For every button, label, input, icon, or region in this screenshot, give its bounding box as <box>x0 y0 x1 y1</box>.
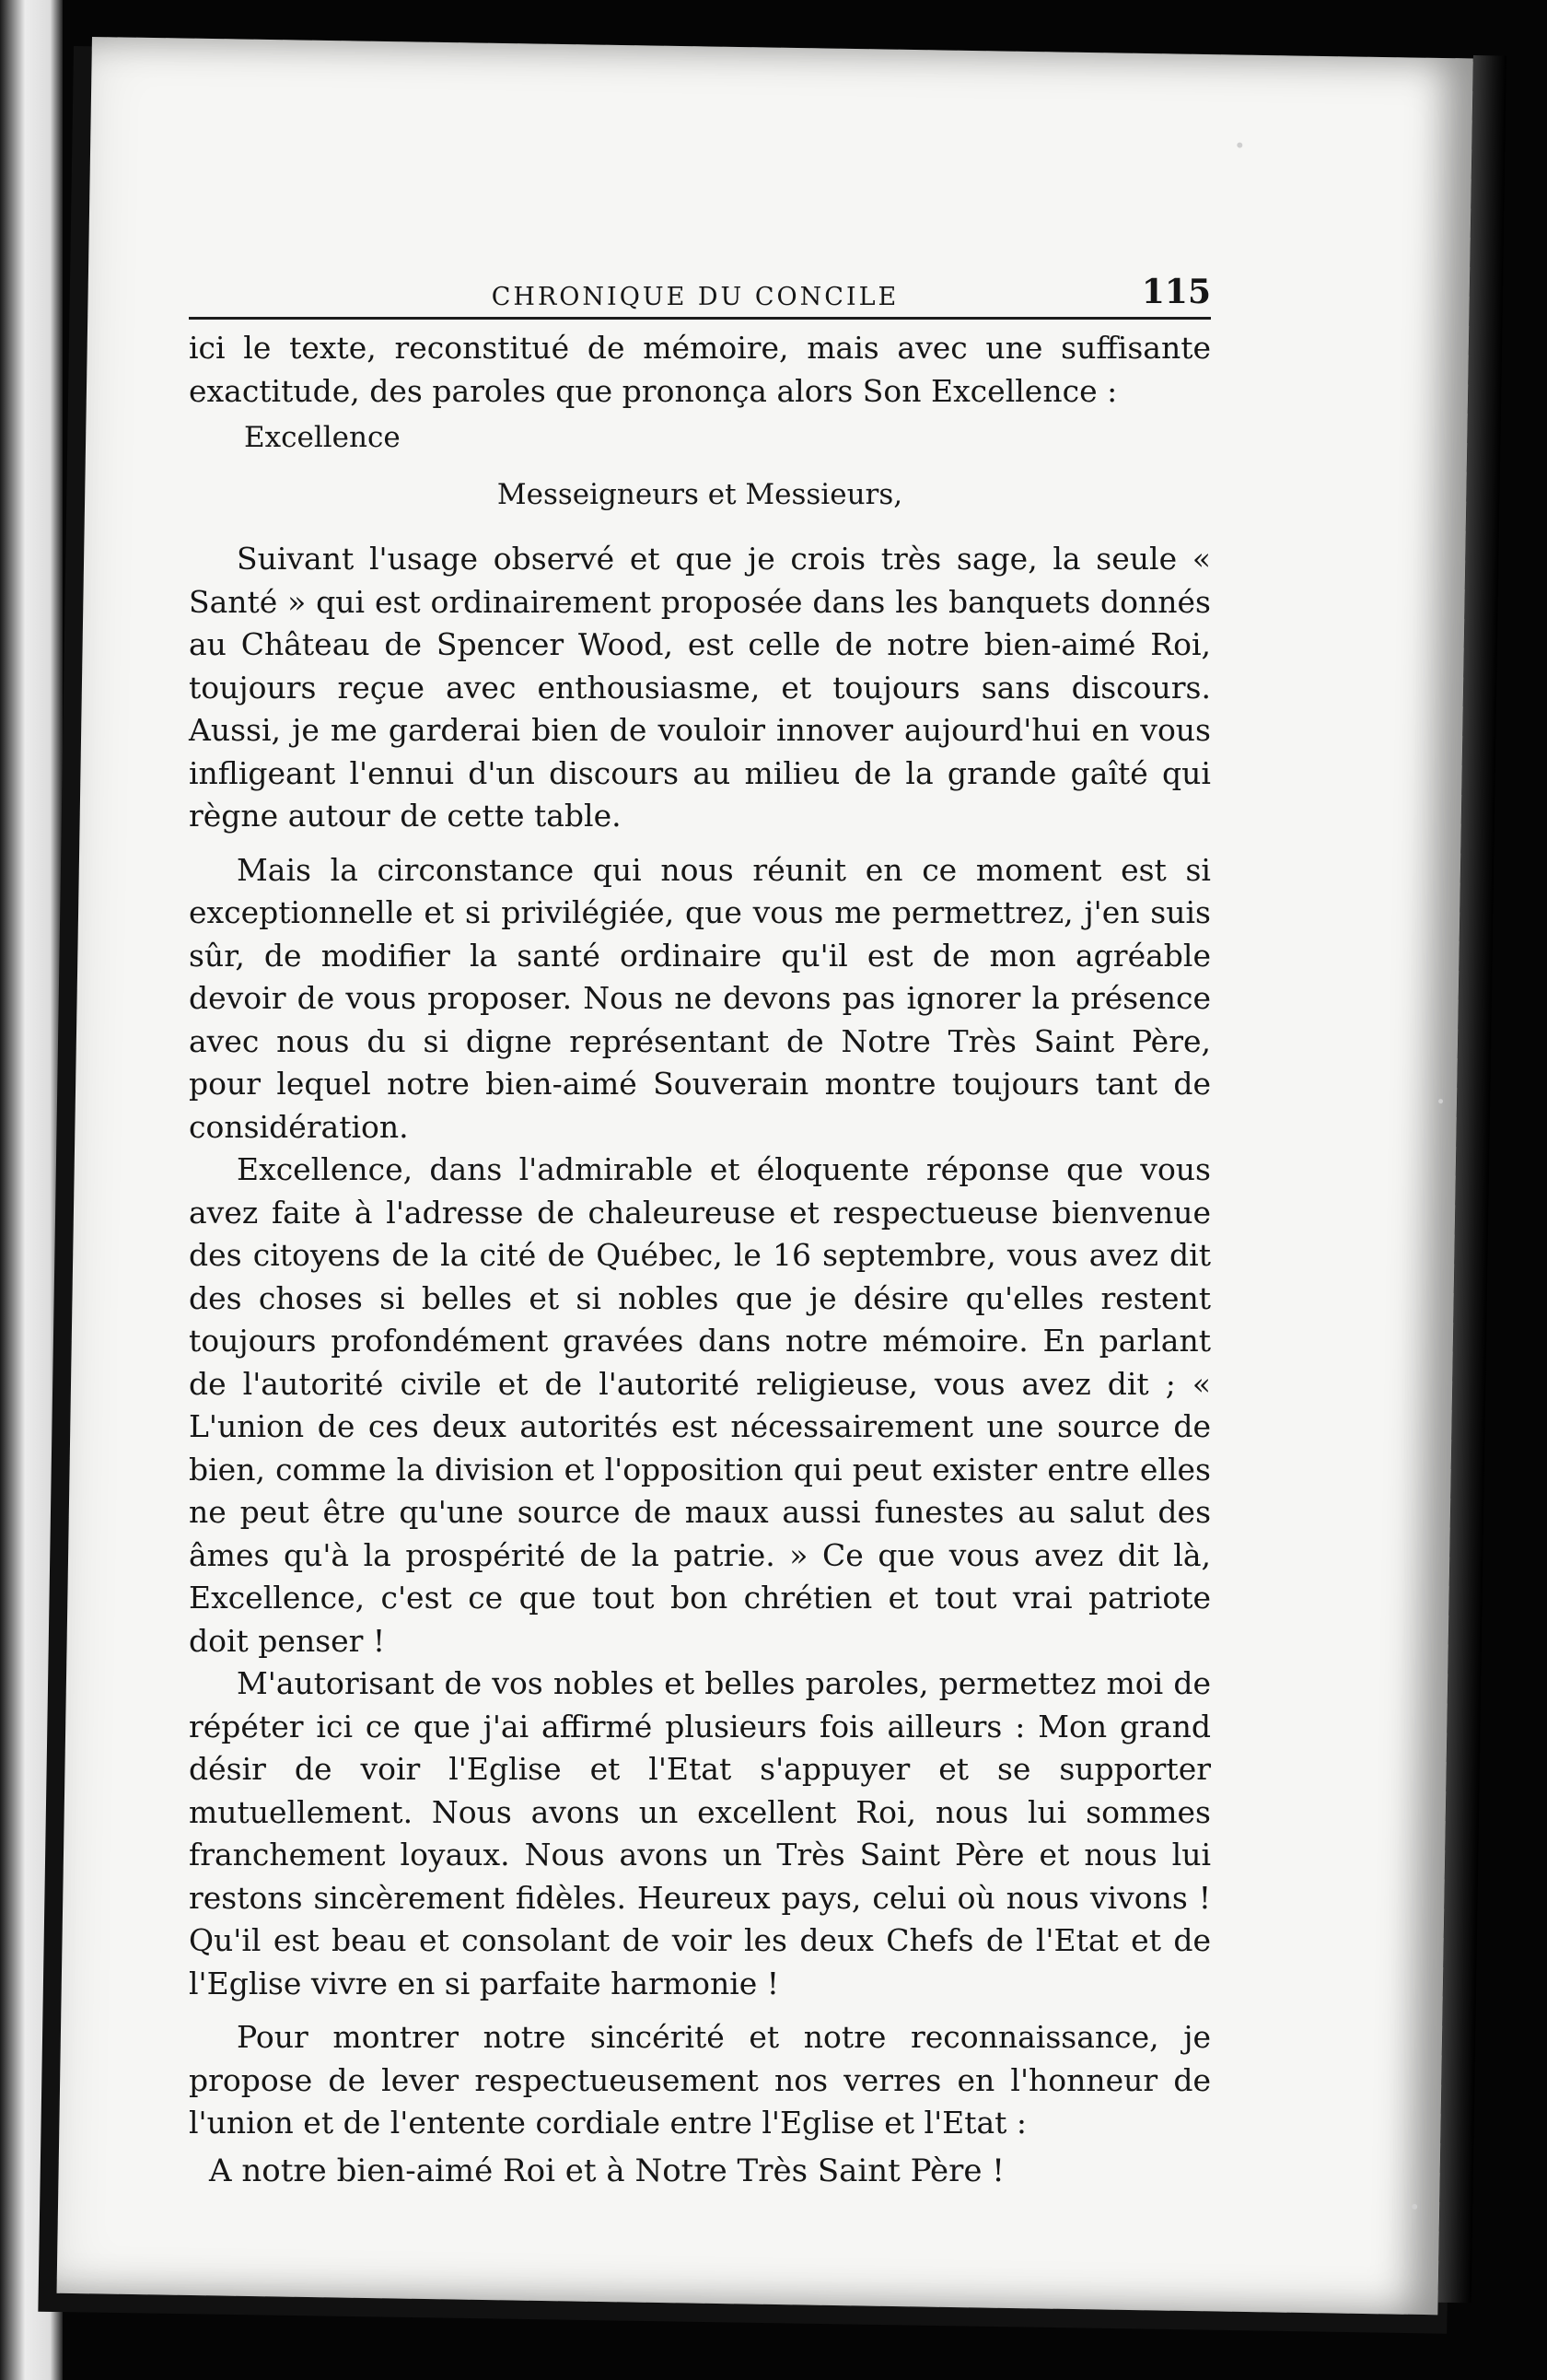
paragraph-4: M'autorisant de vos nobles et belles paroles, permettez moi de répéter ici ce que j'ai affirmé plusieurs fois ailleurs : Mon grand désir de voir l'Eglise et l'Etat s'appuyer et se supporter mutuellement. Nous avons un excellent Roi, nous lui sommes franchement loyaux. Nous avons un Très Saint Père et nous lui restons sincèrement fidèles. Heureux pays, celui où nous vivons ! Qu'il est beau et consolant de voir les deux Chefs de l'Etat et de l'Eglise vivre en si parfaite harmonie ! <box>189 1665 1211 2001</box>
paragraph-1: Suivant l'usage observé et que je crois très sage, la seule « Santé » qui est ordinairement proposée dans les banquets donnés au Château de Spencer Wood, est celle de notre bien-aimé Roi, toujours reçue avec enthousiasme, et toujours sans discours. Aussi, je me garderai bien de vouloir innover aujourd'hui en vous infligeant l'ennui d'un discours au milieu de la grande gaîté qui règne autour de cette table. <box>189 541 1211 834</box>
paragraph-5: Pour montrer notre sincérité et notre reconnaissance, je propose de lever respectueusement nos verres en l'honneur de l'union et de l'entente cordiale entre l'Eglise et l'Etat : <box>189 2019 1211 2141</box>
closing-toast: A notre bien-aimé Roi et à Notre Très Saint Père ! <box>209 2152 1005 2189</box>
page-number: 115 <box>1141 273 1211 311</box>
salutation-excellence: Excellence <box>244 421 401 454</box>
salutation-messeigneurs: Messeigneurs et Messieurs, <box>496 478 903 511</box>
paragraph-2: Mais la circonstance qui nous réunit en ce moment est si exceptionnelle et si privilégiée, que vous me permettrez, j'en suis sûr, de modifier la santé ordinaire qu'il est de mon agréable devoir de vous proposer. Nous ne devons pas ignorer la présence avec nous du si digne représentant de Notre Très Saint Père, pour lequel notre bien-aimé Souverain montre toujours tant de considération. <box>189 851 1211 1145</box>
intro-paragraph: ici le texte, reconstitué de mémoire, mais avec une suffisante exactitude, des paroles que prononça alors Son Excellence : <box>189 330 1211 409</box>
header-rule <box>189 317 1211 320</box>
page-specks <box>92 37 1473 59</box>
page-text-block <box>189 267 1211 2193</box>
running-head <box>189 267 1211 311</box>
running-title: CHRONIQUE DU CONCILE <box>491 283 900 311</box>
paragraph-3: Excellence, dans l'admirable et éloquente réponse que vous avez faite à l'adresse de chaleureuse et respectueuse bienvenue des citoyens de la cité de Québec, le 16 septembre, vous avez dit des choses si belles et si nobles que je désire qu'elles restent toujours profondément gravées dans notre mémoire. En parlant de l'autorité civile et de l'autorité religieuse, vous avez dit ; « L'union de ces deux autorités est nécessairement une source de bien, comme la division et l'opposition qui peut exister entre elles ne peut être qu'une source de maux aussi funestes au salut des âmes qu'à la prospérité de la patrie. » Ce que vous avez dit là, Excellence, c'est ce que tout bon chrétien et tout vrai patriote doit penser ! <box>189 1151 1211 1659</box>
